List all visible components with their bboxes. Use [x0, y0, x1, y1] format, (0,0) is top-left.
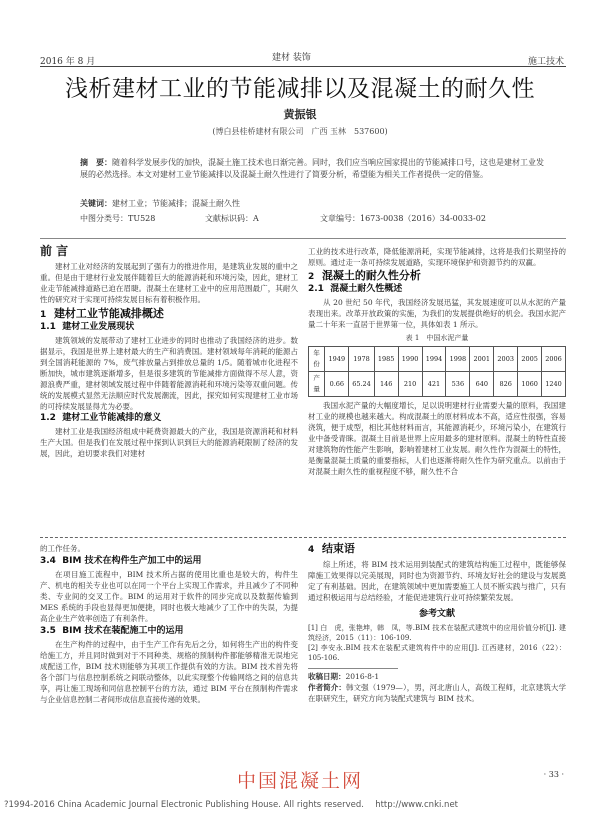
article-author: 黄振银 — [283, 108, 317, 121]
section-1-1-heading — [40, 322, 298, 333]
table-cell: 146 — [374, 372, 398, 397]
section-2-heading — [308, 270, 566, 283]
received-label: 收稿日期： — [308, 672, 346, 681]
lower-left-continued-text: 的工作任务。 — [40, 544, 85, 553]
bio-text: 韩文强（1979—），男，河北唐山人，高级工程师，北京建筑大学在职研究生，研究方向为装配式建筑与 BIM 技术。 — [308, 683, 567, 703]
section-1-title: 建材工业节能减排概述 — [53, 307, 164, 320]
section-3-5-title: BIM 技术在装配施工中的运用 — [62, 626, 184, 636]
header-journal: 建材 装饰 — [272, 53, 311, 63]
doc-code — [205, 213, 259, 224]
section-1-1-text: 建筑领域的发展带动了建材工业进步的同时也推动了我国经济的进步。数据显示，我国是世界上建材最大的生产和消费国。建材领域每年消耗的能源占到全国消耗能源的 7%，废气排放量占到排放总量的 1/5。随着城市化进程不断加快，城市建筑逐渐增多，但是很多建筑的节能减排方面做得不尽人意，资源浪费严重，建材领域发展过程中伴随着能源消耗和环境污染等双重问题。传统的发展模式显然无法顺应时代发展潮流，因此，探究如何实现建材工业市场的可持续发展显得尤为必要。 — [40, 336, 298, 411]
received-value: 2016-8-1 — [345, 672, 380, 681]
header-rule — [40, 66, 566, 67]
abstract-text: 随着科学发展步伐的加快，混凝土施工技术也日渐完善。同时，我们应当响应国家提出的节能减排口号，这也是建材工业发展的必然选择。本文对建材工业节能减排以及混凝土耐久性进行了简要分析，希望能为相关工作者提供一定的借鉴。 — [80, 158, 544, 179]
reference-item: [2] 李安永.BIM 技术在装配式建筑构件中的应用[J]. 江西建材，2016（22）：105-106. — [308, 644, 566, 662]
table-cell: 640 — [470, 372, 494, 397]
table-cell: 1060 — [518, 372, 542, 397]
table-header-output: 产量 — [309, 372, 325, 397]
received-date — [308, 671, 566, 682]
table-cell: 0.66 — [325, 372, 349, 397]
table-cell: 1994 — [422, 347, 446, 372]
lower-right-column — [308, 543, 566, 704]
section-3-4-heading — [40, 556, 298, 567]
footnote-rule — [308, 668, 398, 669]
table-row-years — [309, 347, 566, 372]
reference-item: [1] 白 虎，张艳坤，韩 凤，等.BIM 技术在装配式建筑中的应用价值分析[J]. 建筑经济，2015（11）：106-109. — [308, 624, 566, 642]
header-section: 施工技术 — [527, 57, 564, 67]
table-caption: 表 1 中国水泥产量 — [405, 334, 469, 342]
table-cell: 1990 — [398, 347, 422, 372]
table-cell: 1240 — [542, 372, 566, 397]
table-cell: 826 — [494, 372, 518, 397]
watermark: 中国混凝土网 — [236, 770, 363, 792]
abstract — [80, 156, 550, 181]
section-2-1-number: 2.1 — [308, 284, 324, 294]
bio-label: 作者简介： — [308, 683, 346, 692]
section-4-title: 结束语 — [321, 542, 355, 555]
author-bio — [308, 682, 566, 704]
article-no-label: 文章编号： — [320, 214, 360, 223]
preface-heading: 前 言 — [40, 244, 69, 258]
section-4-heading — [308, 543, 566, 556]
section-3-5-number: 3.5 — [40, 626, 56, 636]
left-column — [40, 246, 298, 460]
section-2-1-text: 从 20 世纪 50 年代，我国经济发展迅猛，其发展速度可以从水泥的产量表现出来。改革开放政策的实施，为我们的发展提供绝好的机会。我国水泥产量二十年来一直居于世界第一位，具体如表 1 所示。 — [308, 298, 566, 329]
table-cell: 2006 — [542, 347, 566, 372]
section-2-title: 混凝土的耐久性分析 — [321, 269, 421, 282]
article-title: 浅析建材工业的节能减排以及混凝土的耐久性 — [65, 76, 535, 102]
section-1-1-title: 建材工业发展现状 — [62, 322, 135, 332]
article-no-value: 1673-0038（2016）34-0033-02 — [360, 214, 486, 223]
preface-text: 建材工业对经济的发展起到了强有力的推进作用，是建筑业发展的重中之重。但是由于建材行业发展伴随着巨大的能源消耗和环境污染，因此，建材工业走节能减排道路已迫在眉睫。混凝土在建材工业中的应用范围最广，其耐久性的研究对于实现可持续发展目标有着积极作用。 — [40, 262, 298, 304]
abstract-rule — [40, 238, 566, 239]
table-cell: 2003 — [494, 347, 518, 372]
right-column — [308, 246, 566, 478]
section-1-2-title: 建材工业节能减排的意义 — [62, 413, 162, 423]
section-1-number: 1 — [40, 310, 47, 320]
clc-number — [80, 213, 155, 224]
section-4-number: 4 — [308, 545, 315, 555]
section-3-4-number: 3.4 — [40, 556, 56, 566]
section-2-1-text-continued: 我国水泥产量的大幅度增长，足以说明建材行业需要大量的原料，我国建材工业的规模也越来越大。构成混凝土的原材料成本不高，适应性很强，容易浇筑，便于成型，相比其他材料而言，其能源消耗少，环境污染小，在建筑行业中备受青睐。混凝土目前是世界上应用最多的建材原料。混凝土的特性直接对建筑物的性能产生影响，影响着建材工业发展。耐久性作为混凝土的特性，是衡量混凝土质量的重要指标，人们也逐渐将耐久性作为研究重点。以前由于对混凝土耐久性的重视程度不够，耐久性不合 — [308, 401, 566, 476]
section-1-2-number: 1.2 — [40, 413, 56, 423]
table-cell: 2005 — [518, 347, 542, 372]
table-cell: 1949 — [325, 347, 349, 372]
section-1-2-heading — [40, 413, 298, 424]
right-continued-text: 工业的技术进行改革，降低能源消耗，实现节能减排，这将是我们长期坚持的原则。通过走一条可持续发展道路，实现环境保护和资源节约的双赢。 — [308, 247, 566, 267]
section-3-5-text: 在生产构件的过程中，由于生产工作有先后之分，如何将生产出的构件变给施工方，并且同时做到对于不同种类、规格的预制构件都能够精准无误地完成配送工作，BIM 技术则能够为其项工作提供有效的方法。BIM 技术首先将各个部门与信息控制系统之间联动整体，以此实现整个传输网络之间的信息共享，再让施工现场和同信息控制平台的方法，通过 BIM 平台在预制构件需求与企业信息控制二者间形成信息直接传递的效果。 — [40, 640, 298, 704]
section-2-number: 2 — [308, 272, 315, 282]
section-divider — [40, 537, 566, 538]
article-number — [320, 213, 486, 224]
keywords — [80, 198, 550, 209]
abstract-label: 摘 要： — [80, 157, 112, 167]
page-number: · 33 · — [543, 770, 564, 779]
table-header-years: 年份 — [309, 347, 325, 372]
lower-left-column — [40, 543, 298, 706]
section-1-1-number: 1.1 — [40, 322, 56, 332]
table-cell: 536 — [446, 372, 470, 397]
table-cell: 421 — [422, 372, 446, 397]
clc-value: TU528 — [128, 214, 156, 223]
table-cell: 1998 — [446, 347, 470, 372]
doc-code-value: A — [253, 214, 259, 223]
section-2-1-title: 混凝土耐久性概述 — [330, 284, 403, 294]
keywords-label: 关键词： — [80, 198, 112, 208]
section-3-4-text: 在项目施工流程中，BIM 技术所占据的使用比重也是较大的，构件生产、机电的相关专业也可以在同一个平台上实现工作需求，并且减少了不同种类、专业间的交叉工作。BIM 的运用对于软件的同步完成以及数据传输到 MES 系统的手段也显得更加便捷，同时也极大地减少了工作中的失误，为提高企业生产效率创造了有利条件。 — [40, 570, 298, 623]
article-affiliation: (博白县桂桥建材有限公司 广西 玉林 537600) — [212, 127, 388, 136]
copyright-notice: ?1994-2016 China Academic Journal Electronic Publishing House. All rights reserved. http://www.cnki.net — [4, 800, 459, 810]
section-3-5-heading — [40, 626, 298, 637]
section-1-heading — [40, 308, 298, 321]
cement-output-table — [308, 346, 566, 397]
table-cell: 65.24 — [349, 372, 374, 397]
header-date: 2016 年 8 月 — [40, 57, 96, 67]
table-cell: 2001 — [470, 347, 494, 372]
table-cell: 1978 — [349, 347, 374, 372]
doc-code-label: 文献标识码： — [205, 214, 253, 223]
table-row-output — [309, 372, 566, 397]
keywords-text: 建材工业；节能减排；混凝土耐久性 — [112, 199, 240, 208]
section-2-1-heading — [308, 284, 566, 295]
section-3-4-title: BIM 技术在构件生产加工中的运用 — [62, 556, 202, 566]
section-1-2-text: 建材工业是我国经济组成中耗费资源最大的产业，我国是资源消耗和材料生产大国。但是我们在发展过程中探到认识到巨大的能源消耗限制了经济的发展，因此，迫切要求我们对建材 — [40, 427, 298, 458]
table-cell: 1985 — [374, 347, 398, 372]
clc-label: 中图分类号： — [80, 214, 128, 223]
table-cell: 210 — [398, 372, 422, 397]
references-heading: 参考文献 — [418, 609, 455, 619]
section-4-text: 综上所述，将 BIM 技术运用到装配式的建筑结构施工过程中，既能够保障施工效果得以完美展现，同时也为资源节约、环境友好社会的建设与发展奠定了有利基础。因此，在建筑领域中更加需要施工人员不断实践与推广，只有通过积极运用与总结经验，才能促进建筑行业可持续繁荣发展。 — [308, 560, 566, 602]
